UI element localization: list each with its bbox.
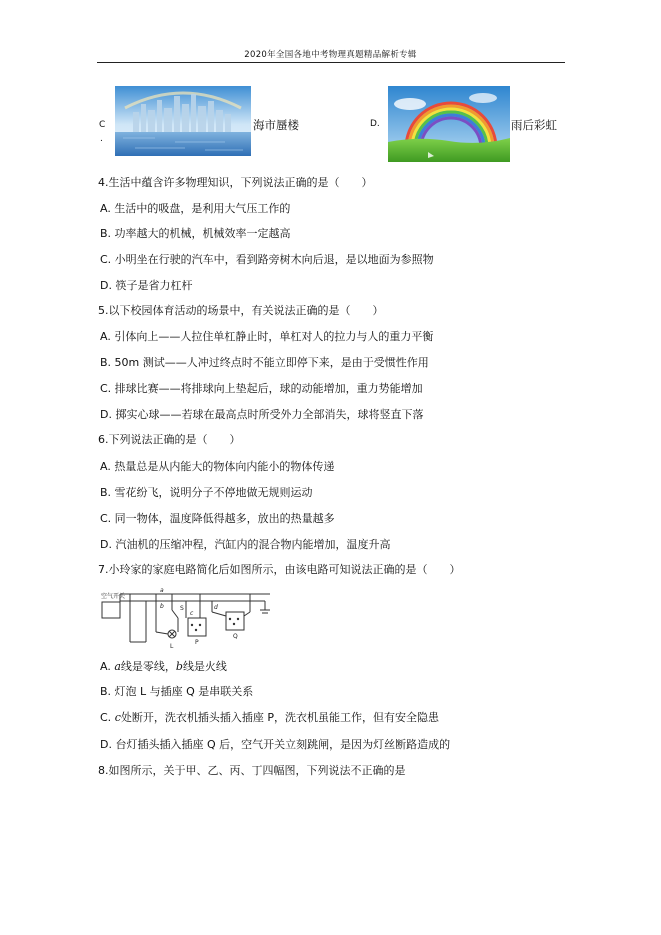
question-4-option-b: B. 功率越大的机械，机械效率一定越高 bbox=[100, 227, 291, 240]
question-8-stem: 8.如图所示，关于甲、乙、丙、丁四幅图，下列说法不正确的是 bbox=[98, 764, 406, 777]
question-5-option-c: C. 排球比赛——将排球向上垫起后，球的动能增加，重力势能增加 bbox=[100, 382, 423, 395]
question-5-option-a: A. 引体向上——人拉住单杠静止时，单杠对人的拉力与人的重力平衡 bbox=[100, 330, 434, 343]
question-7-option-b: B. 灯泡 L 与插座 Q 是串联关系 bbox=[100, 685, 254, 698]
question-7-option-c bbox=[100, 711, 439, 725]
question-7-option-a bbox=[100, 660, 227, 674]
circuit-label-p: P bbox=[195, 639, 199, 646]
question-6-option-c: C. 同一物体，温度降低得越多，放出的热量越多 bbox=[100, 512, 335, 525]
option-a-var-a: a bbox=[114, 660, 121, 673]
circuit-label-q: Q bbox=[233, 633, 238, 640]
question-4-option-a: A. 生活中的吸盘，是利用大气压工作的 bbox=[100, 202, 291, 215]
option-c-end: 处断开，洗衣机插头插入插座 P，洗衣机虽能工作，但有安全隐患 bbox=[120, 711, 439, 724]
question-5-option-b: B. 50m 测试——人冲过终点时不能立即停下来，是由于受惯性作用 bbox=[100, 356, 429, 369]
question-3-image-options bbox=[0, 86, 661, 166]
question-5-option-d: D. 掷实心球——若球在最高点时所受外力全部消失，球将竖直下落 bbox=[100, 408, 424, 421]
circuit-label-d: d bbox=[214, 604, 218, 611]
header-rule bbox=[97, 62, 565, 63]
question-6-option-a: A. 热量总是从内能大的物体向内能小的物体传递 bbox=[100, 460, 335, 473]
option-a-var-b: b bbox=[175, 660, 183, 673]
socket-q bbox=[226, 612, 244, 630]
option-c-prefix: C. bbox=[100, 711, 115, 724]
page-header: 2020年全国各地中考物理真题精品解析专辑 bbox=[244, 50, 417, 60]
socket-p bbox=[188, 618, 206, 636]
circuit-label-a: a bbox=[160, 588, 164, 594]
question-6-stem: 6.下列说法正确的是（ ） bbox=[98, 433, 241, 446]
question-4-option-d: D. 筷子是省力杠杆 bbox=[100, 279, 193, 292]
option-c-caption: 海市蜃楼 bbox=[253, 118, 299, 132]
circuit-label-lamp: L bbox=[170, 643, 174, 650]
option-d-caption: 雨后彩虹 bbox=[511, 118, 557, 132]
option-c-letter: C bbox=[99, 120, 106, 130]
question-4-option-c: C. 小明坐在行驶的汽车中，看到路旁树木向后退，是以地面为参照物 bbox=[100, 253, 434, 266]
option-c-dot: . bbox=[100, 134, 103, 144]
household-circuit-diagram bbox=[100, 588, 275, 652]
circuit-svg bbox=[100, 588, 275, 652]
circuit-label-s: S bbox=[180, 605, 184, 612]
question-6-option-b: B. 雪花纷飞，说明分子不停地做无规则运动 bbox=[100, 486, 313, 499]
question-7-stem: 7.小玲家的家庭电路简化后如图所示，由该电路可知说法正确的是（ ） bbox=[98, 563, 461, 576]
circuit-label-c: c bbox=[190, 610, 194, 617]
question-7-option-d: D. 台灯插头插入插座 Q 后，空气开关立刻跳闸，是因为灯丝断路造成的 bbox=[100, 738, 451, 751]
question-5-stem: 5.以下校园体育活动的场景中，有关说法正确的是（ ） bbox=[98, 304, 384, 317]
circuit-label-switch: 空气开关 bbox=[101, 593, 126, 600]
option-a-mid: 线是零线， bbox=[120, 660, 176, 673]
mirage-illustration bbox=[115, 86, 251, 156]
air-switch-box bbox=[102, 602, 120, 618]
option-d-letter: D. bbox=[370, 119, 380, 129]
rainbow-image bbox=[388, 86, 510, 162]
option-a-prefix: A. bbox=[100, 660, 115, 673]
question-4-stem: 4.生活中蕴含许多物理知识，下列说法正确的是（ ） bbox=[98, 176, 373, 189]
mirage-image bbox=[115, 86, 251, 156]
question-6-option-d: D. 汽油机的压缩冲程，汽缸内的混合物内能增加，温度升高 bbox=[100, 538, 391, 551]
rainbow-illustration bbox=[388, 86, 510, 162]
circuit-label-b: b bbox=[160, 603, 164, 610]
option-a-end: 线是火线 bbox=[182, 660, 227, 673]
option-c-var: c bbox=[114, 711, 121, 724]
